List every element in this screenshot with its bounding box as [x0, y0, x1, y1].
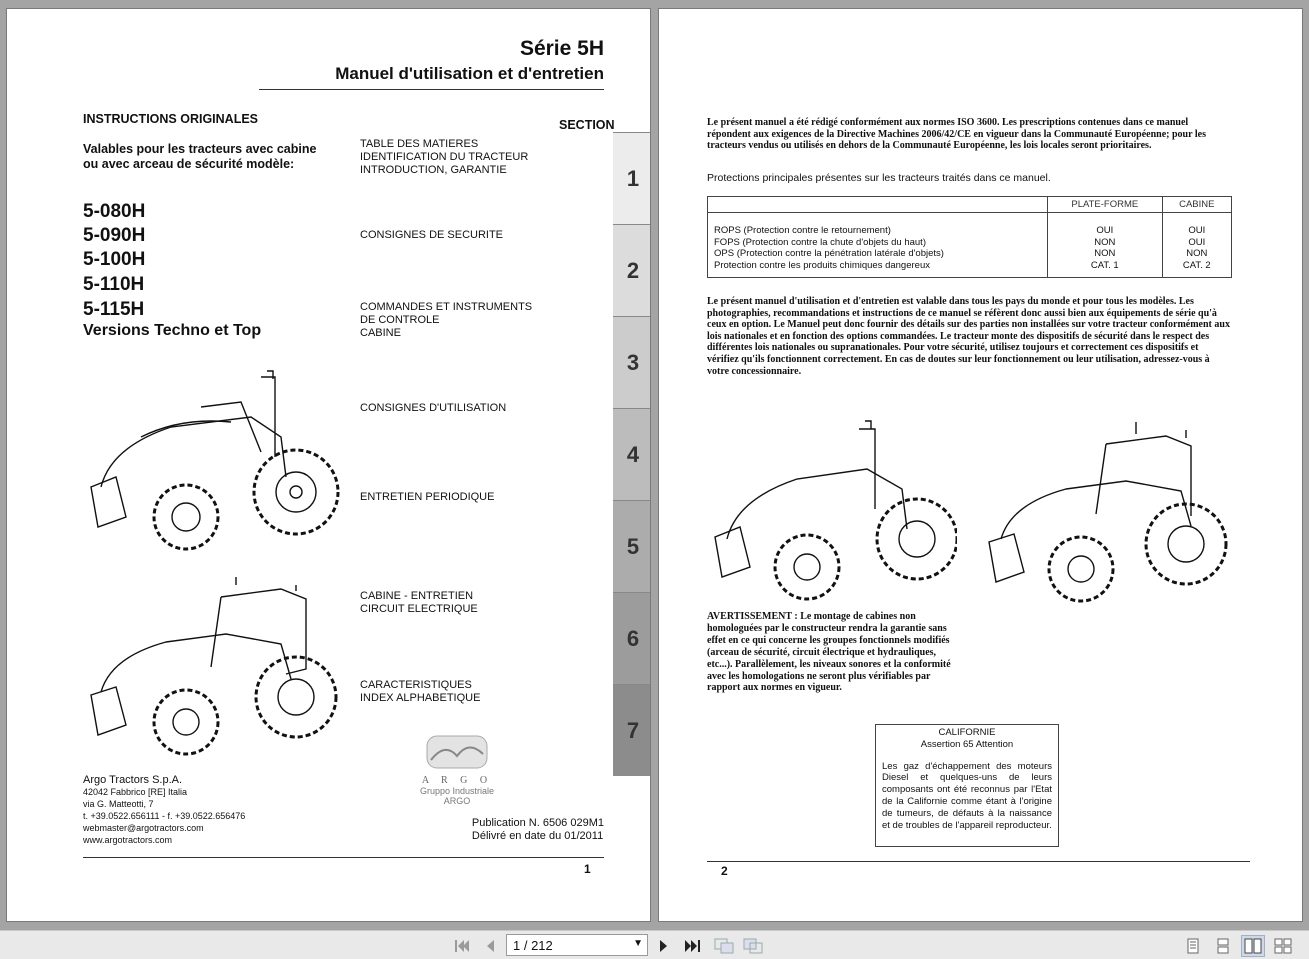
- two-page-continuous-icon: [1274, 938, 1292, 954]
- cell-value: OUI: [1188, 236, 1206, 248]
- intro-paragraph: Le présent manuel a été rédigé conformément aux normes ISO 3600. Les prescriptions contenues dans ce manuel répondent aux exigences de la Directive Machines 2006/42/CE en vigueur dans la Communauté Européenne; pour les tracteurs vendus ou utilisés en dehors de la Communauté Européenne, les lois locales seront prioritaires.: [707, 117, 1206, 152]
- table-header-row: [708, 197, 1232, 213]
- california-subtitle: Assertion 65 Attention: [920, 738, 1014, 750]
- row-label: ROPS (Protection contre le retournement): [714, 225, 891, 236]
- toc-entry-5[interactable]: ENTRETIEN PERIODIQUE: [360, 491, 495, 503]
- table-cell-labels: [708, 213, 1048, 278]
- cell-value: NON: [1094, 236, 1116, 248]
- valid-for-text: Valables pour les tracteurs avec cabine ou avec arceau de sécurité modèle:: [83, 142, 317, 171]
- versions-text: Versions Techno et Top: [83, 322, 262, 339]
- two-page-view-button[interactable]: [1241, 935, 1265, 957]
- table-header: CABINE: [1162, 197, 1231, 213]
- go-back-button[interactable]: [712, 936, 736, 956]
- warning-paragraph: AVERTISSEMENT : Le montage de cabines non homologuées par le constructeur rendra la garantie sans effet en ce qui concerne les groupes fonctionnels modifiés (arceau de sécurité, circuit électrique et hydrauliques, etc...). Parallèlement, les niveaux sonores et la conformité avec les homologations ne seront plus vérifiables par rapport aux normes en vigueur.: [707, 611, 951, 694]
- protections-intro: Protections principales présentes sur les tracteurs traités dans ce manuel.: [707, 172, 1051, 184]
- first-page-button[interactable]: [452, 936, 472, 956]
- logo-subtext: Gruppo Industriale ARGO: [419, 786, 495, 806]
- section-tab-3[interactable]: 3: [613, 316, 651, 408]
- toc-entry-7[interactable]: CARACTERISTIQUES INDEX ALPHABETIQUE: [360, 679, 481, 704]
- address-line: via G. Matteotti, 7: [83, 799, 154, 809]
- two-page-icon: [1244, 938, 1262, 954]
- footer-divider: [83, 857, 604, 858]
- table-header: [708, 197, 1048, 213]
- section-tab-2[interactable]: 2: [613, 224, 651, 316]
- argo-logo: [407, 734, 507, 806]
- table-row: [708, 213, 1232, 278]
- single-page-icon: [1186, 938, 1200, 954]
- cell-value: OUI: [1096, 225, 1114, 236]
- first-page-icon: [454, 939, 470, 953]
- page-2: [658, 8, 1303, 922]
- row-label: OPS (Protection contre la pénétration latérale d'objets): [714, 248, 944, 259]
- cell-value: OUI: [1188, 225, 1206, 236]
- california-body: Les gaz d'échappement des moteurs Diesel et quelques-uns de leurs composants ont été reconnus par l'Etat de la Californie comme étant à l'origine de tumeurs, de défauts à la naissance et de troubles de l'appareil reproducteur.: [882, 760, 1052, 831]
- footer-divider: [707, 861, 1250, 862]
- address-line: t. +39.0522.656111 - f. +39.0522.656476: [83, 811, 246, 821]
- instructions-heading: INSTRUCTIONS ORIGINALES: [83, 112, 259, 126]
- next-page-icon: [658, 939, 670, 953]
- publication-info: [472, 817, 604, 843]
- two-page-continuous-view-button[interactable]: [1271, 935, 1295, 957]
- continuous-page-icon: [1216, 938, 1230, 954]
- tractor-rops-illustration: [707, 409, 957, 609]
- publication-number: Publication N. 6506 029M1: [471, 817, 604, 829]
- toc-entry-1[interactable]: TABLE DES MATIERES IDENTIFICATION DU TRACTEUR INTRODUCTION, GARANTIE: [360, 138, 529, 176]
- tractor-cab-illustration: [81, 577, 341, 767]
- validity-paragraph: Le présent manuel d'utilisation et d'entretien est valable dans tous les pays du monde et pour tous les modèles. Les photographies, recommandations et instructions de ce manuel se réfèrent donc aussi bien aux équipements de série qu'à ceux en option. Le Manuel peut donc fournir des détails sur des parties non installées sur votre tracteur conformément aux lois nationales et en fonction des options commandées. Le tracteur monte des dispositifs de sécurité dans le respect des différentes lois nationales ou supranationales. Pour votre sécurité, utilisez toujours et correctement ces dispositifs et vérifiez qu'ils fonctionnent correctement. En cas de doutes sur leur fonctionnement ou leur utilisation, adressez-vous à votre concessionnaire.: [707, 296, 1230, 377]
- section-tab-4[interactable]: 4: [613, 408, 651, 500]
- section-tab-1[interactable]: 1: [613, 132, 651, 224]
- page-number: 2: [721, 864, 728, 878]
- section-tab-7[interactable]: 7: [613, 684, 651, 776]
- model-item: 5-110H: [83, 274, 145, 295]
- viewer-toolbar: [0, 930, 1309, 959]
- table-header: PLATE-FORME: [1048, 197, 1163, 213]
- cell-value: NON: [1186, 248, 1208, 259]
- page-number-select[interactable]: [506, 934, 648, 956]
- go-back-icon: [713, 937, 735, 955]
- last-page-icon: [684, 939, 702, 953]
- toc-entry-6[interactable]: CABINE - ENTRETIEN CIRCUIT ELECTRIQUE: [360, 590, 478, 615]
- model-item: 5-090H: [83, 225, 146, 246]
- cell-value: CAT. 2: [1182, 259, 1211, 271]
- series-title: Série 5H: [519, 37, 604, 60]
- tractor-cab-illustration: [981, 414, 1231, 614]
- section-tab-5[interactable]: 5: [613, 500, 651, 592]
- toc-entry-2[interactable]: CONSIGNES DE SECURITE: [360, 229, 504, 241]
- company-address: [83, 774, 245, 846]
- delivery-date: Délivré en date du 01/2011: [471, 830, 604, 842]
- row-label: FOPS (Protection contre la chute d'objets du haut): [714, 236, 926, 248]
- company-name: Argo Tractors S.p.A.: [83, 774, 183, 786]
- go-forward-button[interactable]: [741, 936, 765, 956]
- chevron-down-icon: ▼: [633, 938, 643, 949]
- section-tab-6[interactable]: 6: [613, 592, 651, 684]
- section-label: SECTION: [559, 118, 615, 132]
- address-line: 42042 Fabbrico [RE] Italia: [83, 787, 188, 797]
- toc-entry-4[interactable]: CONSIGNES D'UTILISATION: [360, 402, 507, 414]
- page-1: [6, 8, 651, 922]
- table-cell-platform: [1048, 213, 1163, 278]
- model-item: 5-100H: [83, 249, 146, 270]
- go-forward-icon: [742, 937, 764, 955]
- row-label: Protection contre les produits chimiques dangereux: [714, 259, 930, 271]
- previous-page-button[interactable]: [481, 936, 499, 956]
- table-cell-cab: [1162, 213, 1231, 278]
- california-notice: [875, 724, 1059, 847]
- last-page-button[interactable]: [682, 936, 704, 956]
- page-number: 1: [584, 862, 591, 876]
- tractor-rops-illustration: [81, 367, 341, 557]
- address-line: www.argotractors.com: [83, 835, 173, 845]
- cell-value: CAT. 1: [1090, 259, 1119, 271]
- manual-title: Manuel d'utilisation et d'entretien: [335, 64, 604, 83]
- model-item: 5-080H: [83, 201, 146, 222]
- title-divider: [259, 89, 604, 90]
- logo-text: A R G O: [421, 775, 493, 786]
- continuous-view-button[interactable]: [1211, 935, 1235, 957]
- page-number-value: 1 / 212: [513, 937, 553, 953]
- address-line: webmaster@argotractors.com: [83, 823, 204, 833]
- cell-value: NON: [1094, 248, 1116, 259]
- previous-page-icon: [484, 939, 496, 953]
- protections-table: [707, 196, 1232, 278]
- argo-logo-icon: [425, 734, 489, 770]
- california-title: CALIFORNIE: [938, 727, 996, 738]
- toc-entry-3[interactable]: COMMANDES ET INSTRUMENTS DE CONTROLE CABINE: [360, 301, 533, 339]
- model-item: 5-115H: [83, 299, 145, 320]
- single-page-view-button[interactable]: [1181, 935, 1205, 957]
- next-page-button[interactable]: [655, 936, 673, 956]
